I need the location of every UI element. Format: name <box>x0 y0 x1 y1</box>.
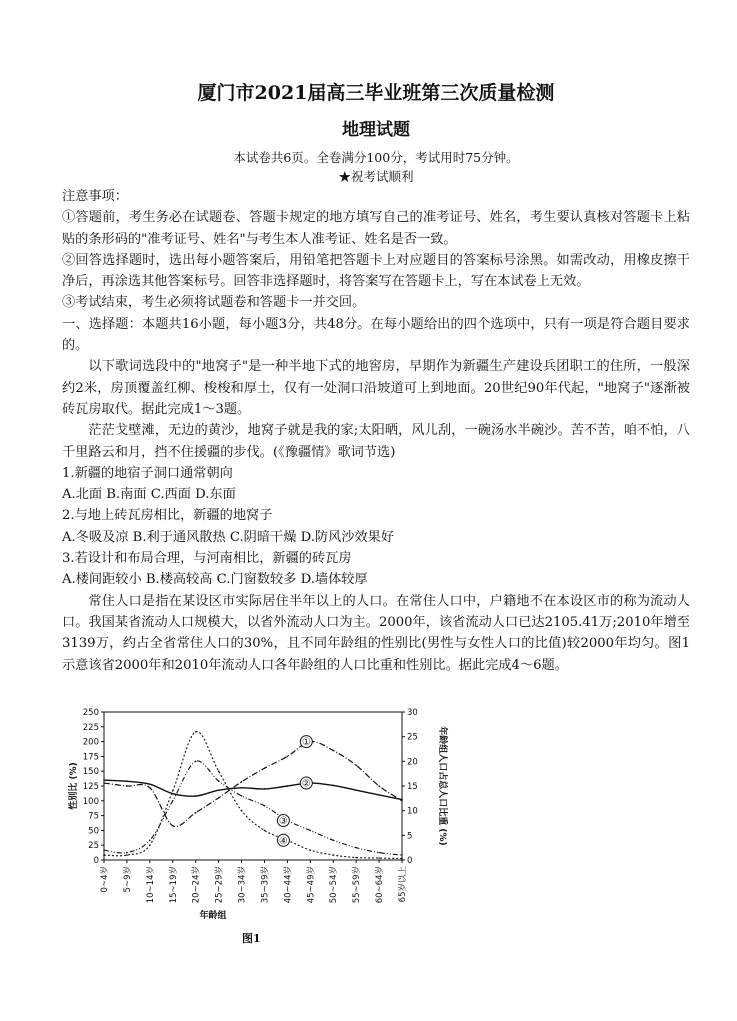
series-3-point <box>378 852 380 854</box>
x-tick-label: 45~49岁 <box>306 866 317 904</box>
right-tick-label: 0 <box>407 856 413 866</box>
series-line-4 <box>104 731 402 858</box>
x-tick-label: 50~54岁 <box>329 866 340 904</box>
series-2-point <box>264 788 266 790</box>
question-options: A.冬吸及凉 B.利于通风散热 C.阴暗干燥 D.防风沙效果好 <box>62 529 395 545</box>
passage-lyrics: 茫茫戈壁滩，无边的黄沙，地窝子就是我的家;太阳晒，风儿刮，一碗汤水半碗沙。苦不苦，咱不怕，八千里路云和月，挡不住援疆的步伐。(《豫疆情》歌词节选) <box>62 423 690 460</box>
series-4-point <box>401 858 403 860</box>
question-options: A.楼间距较小 B.楼高较高 C.门窗数较多 D.墙体较厚 <box>62 572 368 588</box>
series-4-point <box>172 790 174 792</box>
series-1-point <box>103 782 105 784</box>
series-1-point <box>355 764 357 766</box>
series-4-point <box>378 857 380 859</box>
series-4-point <box>195 731 197 733</box>
series-1-point <box>378 785 380 787</box>
passage-dwz: 以下歌词选段中的"地窝子"是一种半地下式的地窖房，早期作为新疆生产建设兵团职工的住所，一般深约2米，房顶覆盖红柳、梭梭和厚土，仅有一处洞口沿坡道可上到地面。20世纪90年代起，"地窝子"逐渐被砖瓦房取代。据此完成1～3题。 <box>62 359 690 417</box>
series-2-point <box>401 799 403 801</box>
subject-title: 地理试题 <box>342 120 410 140</box>
note-item: ②回答选择题时，选出每小题答案后，用铅笔把答题卡上对应题目的答案标号涂黑。如需改动，用橡皮擦干净后，再涂选其他答案标号。回答非选择题时，将答案写在答题卡上，写在本试卷上无效。 <box>62 252 690 290</box>
series-1-point <box>241 781 243 783</box>
left-tick-label: 125 <box>82 782 99 792</box>
x-axis-title: 年龄组 <box>199 911 227 921</box>
series-3-point <box>310 830 312 832</box>
right-tick-label: 20 <box>407 757 418 768</box>
x-tick-label: 15~19岁 <box>168 866 179 904</box>
series-3-point <box>241 795 243 797</box>
right-tick-label: 10 <box>407 806 418 817</box>
exam-page <box>62 80 690 676</box>
x-tick-label: 65岁以上 <box>398 866 408 903</box>
note-item: ①答题前，考生务必在试题卷、答题卡规定的地方填写自己的准考证号、姓名，考生要认真核对答题卡上粘贴的条形码的"准考证号、姓名"与考生本人准考证、姓名是否一致。 <box>62 210 690 247</box>
left-tick-label: 0 <box>93 856 99 866</box>
series-2-point <box>241 787 243 789</box>
series-2-point <box>218 789 220 791</box>
series-2-point <box>287 785 289 787</box>
series-3-point <box>218 780 220 782</box>
plot-frame <box>104 712 402 860</box>
note-item: ③考试结束，考生必须将试题卷和答题卡一并交回。 <box>62 295 366 311</box>
series-1-point <box>149 787 151 789</box>
series-1-point <box>264 767 266 769</box>
right-tick-label: 5 <box>407 831 413 842</box>
series-3-point <box>195 761 197 763</box>
series-2-point <box>126 780 128 782</box>
series-2-point <box>355 789 357 791</box>
series-1-point <box>218 797 220 799</box>
series-4-point <box>218 770 220 772</box>
series-4-point <box>126 854 128 856</box>
section-heading: 一、选择题：本题共16小题，每小题3分，共48分。在每小题给出的四个选项中，只有一项是符合题目要求的。 <box>62 316 690 354</box>
question-options: A.北面 B.南面 C.西面 D.东面 <box>62 487 236 503</box>
series-2-point <box>149 783 151 785</box>
series-label: ② <box>301 778 311 790</box>
figure-caption: 图1 <box>242 932 261 945</box>
series-3-point <box>264 805 266 807</box>
x-tick-label: 0~4岁 <box>100 866 110 893</box>
series-4-point <box>332 854 334 856</box>
series-4-point <box>264 830 266 832</box>
population-chart <box>62 700 462 935</box>
left-tick-label: 225 <box>82 722 99 733</box>
series-2-point <box>378 794 380 796</box>
series-label: ④ <box>278 835 288 847</box>
left-tick-label: 150 <box>82 767 99 778</box>
series-4-point <box>310 849 312 851</box>
left-tick-label: 250 <box>82 708 99 718</box>
figure-1 <box>62 700 462 950</box>
series-3-point <box>172 800 174 802</box>
series-4-point <box>241 810 243 812</box>
left-tick-label: 50 <box>88 826 99 837</box>
exam-title: 厦门市2021届高三毕业班第三次质量检测 <box>197 82 555 104</box>
passage-population: 常住人口是指在某设区市实际居住半年以上的人口。在常住人口中，户籍地不在本设区市的称为流动人口。我国某省流动人口规模大，以省外流动人口为主。2000年，该省流动人口已达2105.41万;2010年增至3139万，约占全省常住人口的30%，且不同年龄组的性别比(男性与女性人口的比值)较2000年均匀。图1示意该省2000年和2010年流动人口各年龄组的人口比重和性别比。据此完成4～6题。 <box>62 593 690 673</box>
series-3-point <box>149 839 151 841</box>
series-4-point <box>149 844 151 846</box>
x-tick-label: 60~64岁 <box>375 866 386 904</box>
series-2-point <box>332 785 334 787</box>
series-2-point <box>103 779 105 781</box>
right-tick-label: 15 <box>407 782 418 792</box>
y-axis-left-title: 性别比 (%) <box>69 762 79 810</box>
notes-heading: 注意事项： <box>62 189 128 204</box>
question-stem: 3.若设计和布局合理，与河南相比，新疆的砖瓦房 <box>62 551 352 567</box>
series-label: ① <box>301 737 311 749</box>
series-2-point <box>195 795 197 797</box>
x-tick-label: 5~9岁 <box>122 866 133 893</box>
left-tick-label: 100 <box>82 796 99 807</box>
series-label: ③ <box>278 816 288 828</box>
series-3-point <box>401 854 403 856</box>
exam-info: 本试卷共6页。全卷满分100分，考试用时75分钟。 <box>233 150 519 165</box>
series-3-point <box>103 849 105 851</box>
question-stem: 1.新疆的地宿子洞口通常朝向 <box>62 465 233 481</box>
series-1-point <box>172 825 174 827</box>
left-tick-label: 200 <box>82 737 99 748</box>
x-tick-label: 25~29岁 <box>214 866 225 904</box>
x-tick-label: 10~14岁 <box>145 866 156 904</box>
x-tick-label: 40~44岁 <box>283 866 294 904</box>
series-1-point <box>332 750 334 752</box>
series-4-point <box>355 857 357 859</box>
series-1-point <box>195 812 197 814</box>
x-tick-label: 55~59岁 <box>352 866 363 904</box>
left-tick-label: 175 <box>82 752 99 763</box>
series-1-point <box>287 756 289 758</box>
x-tick-label: 35~39岁 <box>260 866 271 904</box>
right-tick-label: 25 <box>407 732 418 743</box>
question-stem: 2.与地上砖瓦房相比，新疆的地窝子 <box>62 508 273 524</box>
exam-wish: ★祝考试顺利 <box>338 169 414 184</box>
y-axis-right-title: 年龄组人口占总人口比重 (%) <box>437 726 447 846</box>
x-tick-label: 20~24岁 <box>191 866 202 904</box>
series-4-point <box>103 854 105 856</box>
x-tick-label: 30~34岁 <box>237 866 248 904</box>
right-tick-label: 30 <box>407 708 418 718</box>
left-tick-label: 25 <box>88 841 99 852</box>
series-3-point <box>332 839 334 841</box>
series-1-point <box>126 785 128 787</box>
series-3-point <box>355 847 357 849</box>
series-3-point <box>126 852 128 854</box>
left-tick-label: 75 <box>88 811 99 822</box>
series-line-2 <box>104 780 402 800</box>
